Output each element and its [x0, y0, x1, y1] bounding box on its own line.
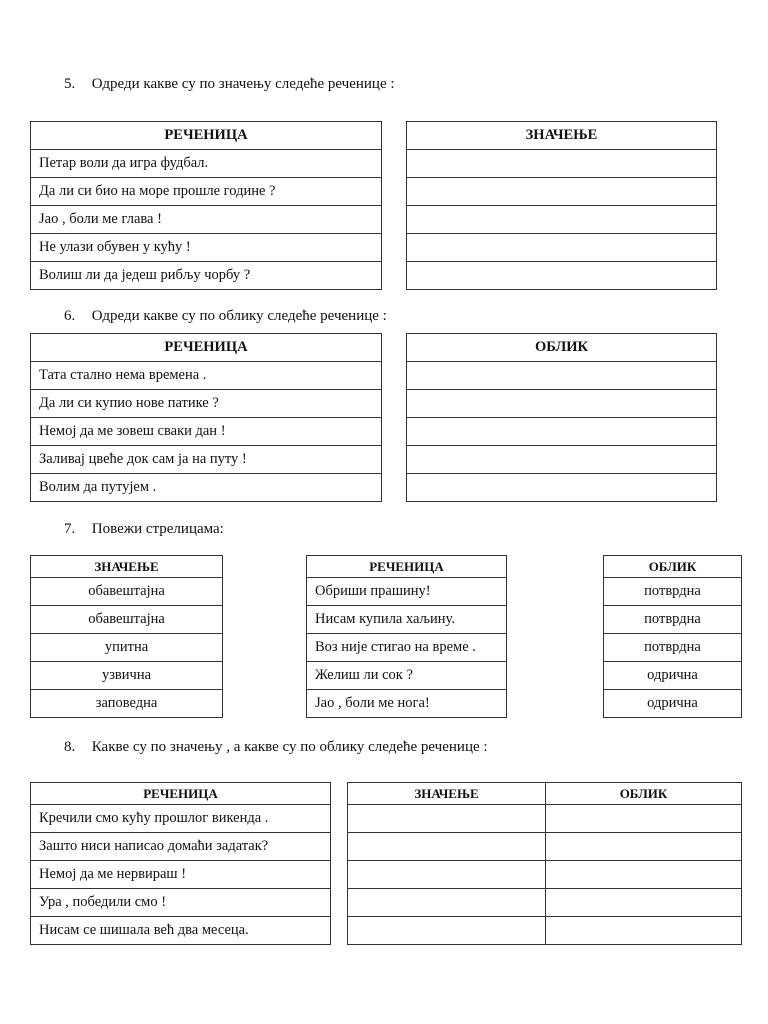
- question-text: Одреди какве су по облику следеће реченице :: [91, 308, 387, 324]
- form-item[interactable]: потврдна: [604, 578, 742, 606]
- q6-sentence-table: [30, 333, 382, 502]
- table-header: РЕЧЕНИЦА: [31, 783, 331, 805]
- sentence-item[interactable]: Желиш ли сок ?: [307, 662, 507, 690]
- answer-cell[interactable]: [407, 474, 717, 502]
- table-header: РЕЧЕНИЦА: [31, 334, 382, 362]
- table-header: ЗНАЧЕЊЕ: [407, 122, 717, 150]
- answer-cell[interactable]: [407, 206, 717, 234]
- table-cell: Немој да ме нервираш !: [31, 861, 331, 889]
- table-header: ЗНАЧЕЊЕ: [348, 783, 546, 805]
- table-header: ОБЛИК: [546, 783, 742, 805]
- answer-cell[interactable]: [407, 262, 717, 290]
- answer-cell-meaning[interactable]: [348, 861, 546, 889]
- answer-cell[interactable]: [407, 234, 717, 262]
- question-text: Какве су по значењу , а какве су по облику следеће реченице :: [91, 739, 488, 755]
- question-number: 8.: [64, 739, 76, 755]
- table-cell: Петар воли да игра фудбал.: [31, 150, 382, 178]
- table-cell: Не улази обувен у кућу !: [31, 234, 382, 262]
- table-cell: Волим да путујем .: [31, 474, 382, 502]
- meaning-item[interactable]: узвична: [31, 662, 223, 690]
- answer-cell-form[interactable]: [546, 805, 742, 833]
- table-cell: Да ли си био на море прошле године ?: [31, 178, 382, 206]
- question-number: 7.: [64, 521, 76, 537]
- answer-cell-form[interactable]: [546, 833, 742, 861]
- table-cell: Заливај цвеће док сам ја на путу !: [31, 446, 382, 474]
- answer-cell-meaning[interactable]: [348, 833, 546, 861]
- meaning-item[interactable]: обавештајна: [31, 578, 223, 606]
- table-cell: Тата стално нема времена .: [31, 362, 382, 390]
- table-cell: Да ли си купио нове патике ?: [31, 390, 382, 418]
- table-header: РЕЧЕНИЦА: [307, 556, 507, 578]
- q5-answer-table: [406, 121, 717, 290]
- table-header: ОБЛИК: [604, 556, 742, 578]
- meaning-item[interactable]: обавештајна: [31, 606, 223, 634]
- q8-sentence-table: [30, 782, 331, 945]
- table-cell: Зашто ниси написао домаћи задатак?: [31, 833, 331, 861]
- question-number: 6.: [64, 308, 76, 324]
- q5-sentence-table: [30, 121, 382, 290]
- question-text: Одреди какве су по значењу следеће реченице :: [91, 76, 395, 92]
- table-cell: Немој да ме зовеш сваки дан !: [31, 418, 382, 446]
- q7-sentence-table: [306, 555, 507, 718]
- answer-cell[interactable]: [407, 362, 717, 390]
- sentence-item[interactable]: Јао , боли ме нога!: [307, 690, 507, 718]
- form-item[interactable]: одрична: [604, 662, 742, 690]
- table-cell: Јао , боли ме глава !: [31, 206, 382, 234]
- q7-form-table: [603, 555, 742, 718]
- sentence-item[interactable]: Обриши прашину!: [307, 578, 507, 606]
- meaning-item[interactable]: упитна: [31, 634, 223, 662]
- table-header: РЕЧЕНИЦА: [31, 122, 382, 150]
- form-item[interactable]: потврдна: [604, 634, 742, 662]
- question-8: [64, 739, 488, 756]
- answer-cell-meaning[interactable]: [348, 805, 546, 833]
- answer-cell-form[interactable]: [546, 889, 742, 917]
- table-cell: Нисам се шишала већ два месеца.: [31, 917, 331, 945]
- answer-cell-form[interactable]: [546, 917, 742, 945]
- form-item[interactable]: потврдна: [604, 606, 742, 634]
- q7-meaning-table: [30, 555, 223, 718]
- answer-cell[interactable]: [407, 150, 717, 178]
- table-cell: Ура , победили смо !: [31, 889, 331, 917]
- table-cell: Волиш ли да једеш рибљу чорбу ?: [31, 262, 382, 290]
- answer-cell-form[interactable]: [546, 861, 742, 889]
- sentence-item[interactable]: Нисам купила хаљину.: [307, 606, 507, 634]
- question-number: 5.: [64, 76, 76, 92]
- table-header: ОБЛИК: [407, 334, 717, 362]
- question-7: [64, 521, 224, 538]
- answer-cell[interactable]: [407, 446, 717, 474]
- form-item[interactable]: одрична: [604, 690, 742, 718]
- answer-cell[interactable]: [407, 390, 717, 418]
- table-cell: Кречили смо кућу прошлог викенда .: [31, 805, 331, 833]
- answer-cell[interactable]: [407, 178, 717, 206]
- answer-cell-meaning[interactable]: [348, 889, 546, 917]
- meaning-item[interactable]: заповедна: [31, 690, 223, 718]
- question-text: Повежи стрелицама:: [91, 521, 224, 537]
- sentence-item[interactable]: Воз није стигао на време .: [307, 634, 507, 662]
- question-6: [64, 308, 387, 325]
- answer-cell-meaning[interactable]: [348, 917, 546, 945]
- question-5: [64, 76, 395, 93]
- answer-cell[interactable]: [407, 418, 717, 446]
- table-header: ЗНАЧЕЊЕ: [31, 556, 223, 578]
- q6-answer-table: [406, 333, 717, 502]
- q8-answer-table: [347, 782, 742, 945]
